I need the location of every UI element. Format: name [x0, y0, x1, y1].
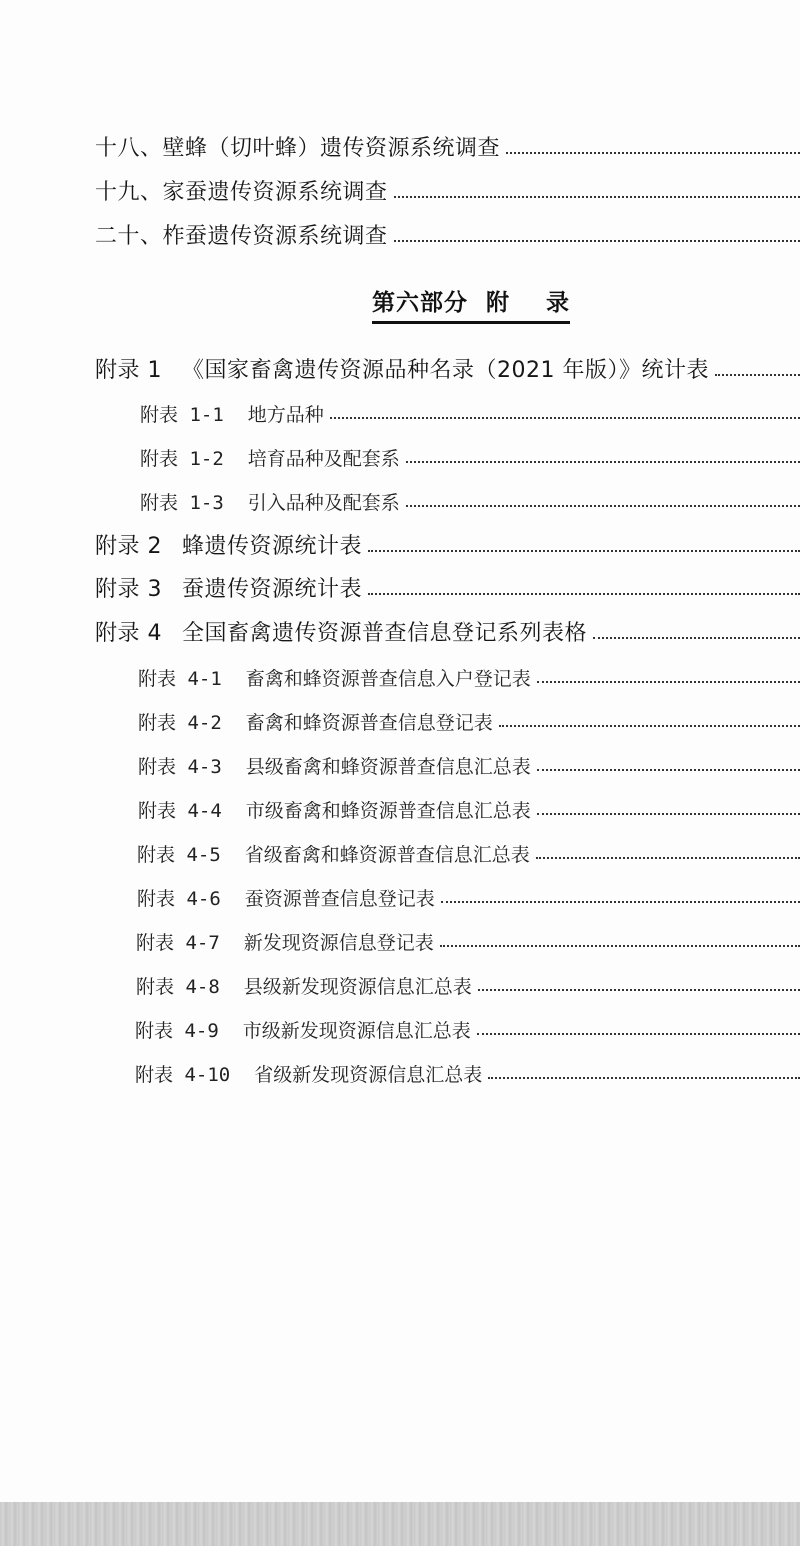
entry-title: 蚕遗传资源统计表 [182, 577, 363, 601]
dot-leader [537, 769, 800, 771]
toc-entry[interactable] [95, 350, 800, 382]
toc-subentry[interactable] [137, 877, 800, 909]
toc-subentry[interactable] [138, 657, 800, 689]
dot-leader [478, 989, 800, 991]
dot-leader [368, 550, 800, 552]
entry-number: 附录 2 [95, 534, 162, 558]
dot-leader [406, 461, 800, 463]
entry-title: 全国畜禽遗传资源普查信息登记系列表格 [182, 621, 588, 645]
entry-number: 附表 4-4 [138, 800, 222, 821]
entry-title: 县级畜禽和蜂资源普查信息汇总表 [245, 756, 531, 777]
entry-number: 附录 3 [95, 577, 162, 601]
entry-title: 县级新发现资源信息汇总表 [243, 976, 472, 997]
dot-leader [406, 505, 800, 507]
toc-entry-title: 二十、柞蚕遗传资源系统调查 [95, 224, 388, 248]
toc-subentry[interactable] [138, 789, 800, 821]
entry-number: 附录 1 [95, 358, 162, 382]
entry-number: 附表 1-1 [140, 404, 224, 425]
entry-number: 附表 4-5 [137, 844, 221, 865]
dot-leader [477, 1033, 800, 1035]
entry-title: 畜禽和蜂资源普查信息入户登记表 [245, 668, 531, 689]
toc-subentry[interactable] [140, 393, 800, 425]
entry-number: 附表 4-3 [138, 756, 222, 777]
entry-title: 省级畜禽和蜂资源普查信息汇总表 [244, 844, 530, 865]
dot-leader [715, 374, 800, 376]
toc-subentry[interactable] [137, 833, 800, 865]
dot-leader [394, 240, 800, 242]
entry-title: 蚕资源普查信息登记表 [244, 888, 435, 909]
dot-leader [593, 637, 800, 639]
dot-leader [330, 417, 800, 419]
dot-leader [499, 725, 800, 727]
entry-number: 附表 1-3 [140, 492, 224, 513]
dot-leader [394, 196, 800, 198]
entry-number: 附表 4-7 [136, 932, 220, 953]
toc-entry[interactable] [95, 569, 800, 601]
dot-leader [506, 152, 800, 154]
toc-subentry[interactable] [136, 965, 800, 997]
toc-entry-title: 十八、壁蜂（切叶蜂）遗传资源系统调查 [95, 136, 501, 160]
scan-edge-strip [0, 1502, 800, 1546]
dot-leader [440, 945, 800, 947]
toc-subentry[interactable] [136, 921, 800, 953]
dot-leader [368, 593, 800, 595]
entry-number: 附表 4-1 [138, 668, 222, 689]
toc-entry[interactable] [95, 216, 800, 248]
toc-subentry[interactable] [140, 437, 800, 469]
dot-leader [536, 857, 800, 859]
entry-title: 引入品种及配套系 [247, 492, 400, 513]
entry-number: 附表 4-6 [137, 888, 221, 909]
toc-entry[interactable] [95, 613, 800, 645]
entry-number: 附表 4-10 [135, 1064, 231, 1085]
toc-entry[interactable] [95, 128, 800, 160]
toc-entry[interactable] [95, 526, 800, 558]
toc-entry-title: 十九、家蚕遗传资源系统调查 [95, 180, 388, 204]
entry-number: 附录 4 [95, 621, 162, 645]
toc-subentry[interactable] [138, 701, 800, 733]
entry-title: 《国家畜禽遗传资源品种名录（2021 年版）》统计表 [182, 358, 709, 382]
entry-title: 培育品种及配套系 [247, 448, 400, 469]
dot-leader [441, 901, 800, 903]
section-title: 第六部分 附 录 [372, 284, 570, 324]
toc-entry[interactable] [95, 172, 800, 204]
entry-number: 附表 4-9 [135, 1020, 219, 1041]
entry-title: 省级新发现资源信息汇总表 [254, 1064, 483, 1085]
dot-leader [537, 813, 800, 815]
toc-subentry[interactable] [140, 481, 800, 513]
entry-number: 附表 1-2 [140, 448, 224, 469]
entry-title: 畜禽和蜂资源普查信息登记表 [245, 712, 493, 733]
dot-leader [537, 681, 800, 683]
toc-subentry[interactable] [138, 745, 800, 777]
entry-number: 附表 4-8 [136, 976, 220, 997]
entry-title: 蜂遗传资源统计表 [182, 534, 363, 558]
entry-title: 地方品种 [247, 404, 324, 425]
dot-leader [488, 1077, 800, 1079]
entry-title: 市级畜禽和蜂资源普查信息汇总表 [245, 800, 531, 821]
entry-number: 附表 4-2 [138, 712, 222, 733]
toc-subentry[interactable] [135, 1009, 800, 1041]
entry-title: 新发现资源信息登记表 [243, 932, 434, 953]
toc-subentry[interactable] [135, 1053, 800, 1085]
entry-title: 市级新发现资源信息汇总表 [242, 1020, 471, 1041]
